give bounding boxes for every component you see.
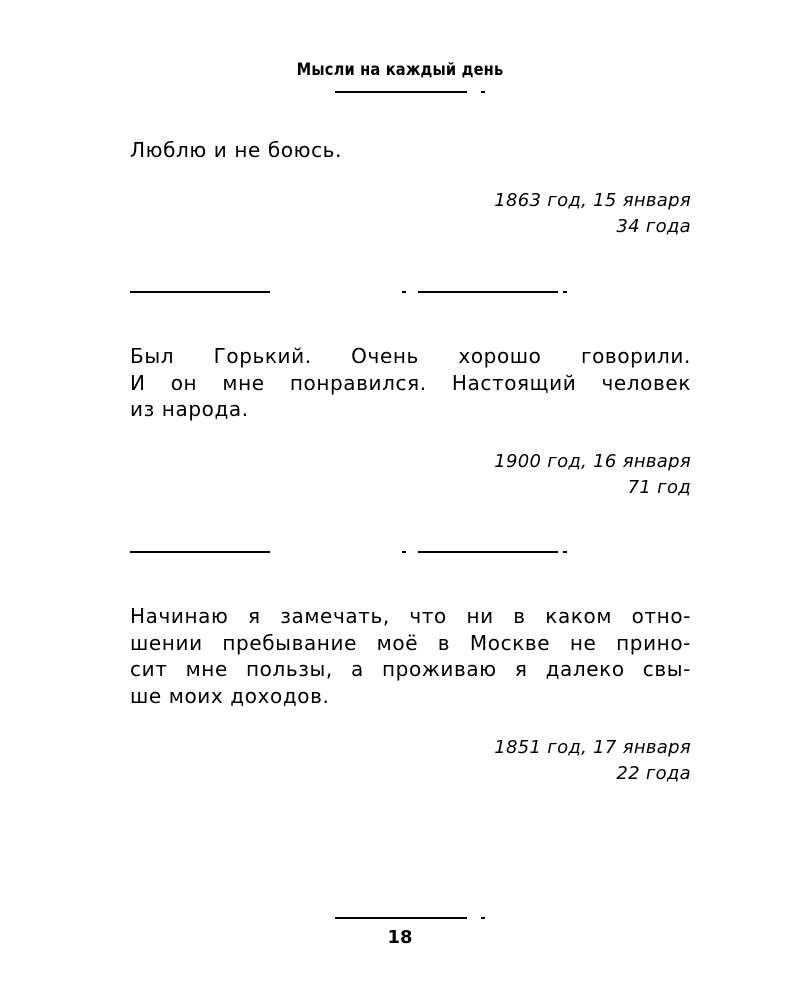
entry-3-date: 1851 год, 17 января	[494, 737, 691, 758]
entry-1-text	[130, 137, 691, 164]
entry-2-line-1: Был Горький. Очень хорошо говорили.	[130, 344, 691, 368]
page-number: 18	[387, 927, 413, 948]
entry-1-date: 1863 год, 15 января	[494, 190, 691, 211]
entry-2-age: 71 год	[627, 477, 691, 498]
entry-3-attribution	[400, 735, 691, 787]
entry-2-line-2: И он мне понравился. Настоящий человек	[130, 370, 691, 395]
entry-3-line-4: ше моих доходов.	[130, 683, 330, 708]
entry-3-text	[130, 603, 691, 709]
entry-2-line-3: из народа.	[130, 397, 249, 421]
entry-2-attribution	[400, 449, 691, 501]
entry-2-date: 1900 год, 16 января	[494, 451, 691, 472]
entry-1-attribution	[400, 188, 691, 240]
entry-1-age: 34 года	[616, 216, 691, 237]
entry-2-text	[130, 343, 691, 423]
entry-3-line-3: сит мне пользы, а проживаю я далеко свы-	[130, 657, 691, 681]
entry-3-line-2: шении пребывание моё в Москве не прино-	[130, 630, 691, 655]
entry-1-line-1: Люблю и не боюсь.	[130, 138, 343, 162]
entry-3-age: 22 года	[616, 763, 691, 784]
running-title: Мысли на каждый день	[296, 60, 504, 80]
entry-3-line-1: Начинаю я замечать, что ни в каком отно-	[130, 604, 691, 628]
